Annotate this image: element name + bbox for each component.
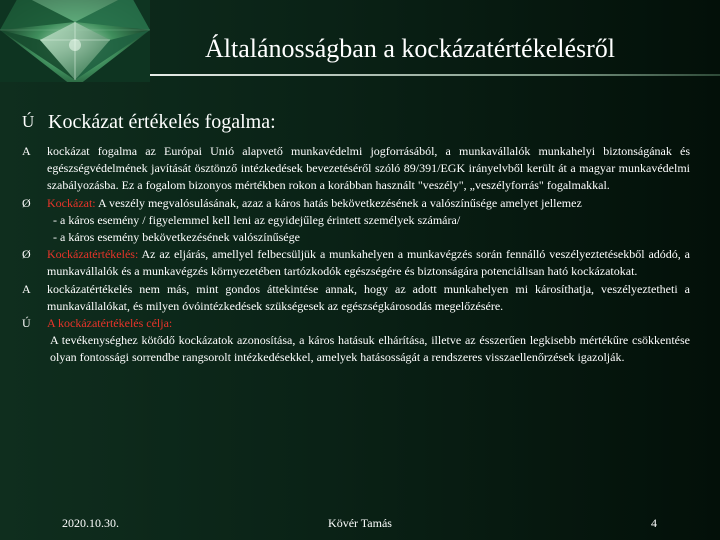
paragraph-risk-term bbox=[22, 195, 690, 212]
arrow-bullet-icon: Ú bbox=[22, 112, 35, 131]
paragraph-marker: A bbox=[22, 281, 31, 296]
paragraph-text: A tevékenységhez kötődő kockázatok azonosítása, a káros hatásuk elhárítása, illetve az ésszerűen legkisebb mértékűre csökkentése olyan fontossági sorrendbe rangsorolt intézkedésekkel, amelyek hatásosságát a rendszeres visszaellenőrzések igazolják. bbox=[50, 333, 690, 365]
list-item-probability bbox=[22, 229, 690, 246]
check-bullet-icon: Ø bbox=[22, 247, 31, 262]
paragraph-marker: A bbox=[22, 144, 31, 158]
paragraph-text: kockázatértékelés nem más, mint gondos áttekintése annak, hogy az adott munkahelyen mi károsíthatja, veszélyeztetheti a munkavállalókat, és milyen óvóintézkedések szükségesek az egészségkárosodás megelőzésére. bbox=[47, 281, 690, 313]
footer-author: Kövér Tamás bbox=[328, 516, 392, 530]
paragraph-goal-heading bbox=[22, 315, 690, 332]
footer-date: 2020.10.30. bbox=[62, 516, 119, 530]
footer-page-number: 4 bbox=[651, 516, 657, 530]
term-highlight-goal: A kockázatértékelés célja: bbox=[47, 316, 173, 331]
check-bullet-icon: Ø bbox=[22, 195, 31, 210]
slide-body bbox=[22, 143, 690, 367]
slide-title: Általánosságban a kockázatértékelésről bbox=[204, 34, 616, 63]
title-divider bbox=[150, 74, 720, 76]
term-highlight-risk-assessment: Kockázatértékelés: bbox=[47, 247, 139, 262]
paragraph-text: kockázat fogalma az Európai Unió alapvető munkavédelmi jogforrásából, a munkavállalók munkahelyi biztonságának és egészségvédelmének javítását ösztönző intézkedések bevezetéséről szóló 89/391/EGK irányelvből került át a magyar munkavédelmi szabályozásba. Ez a fogalom bizonyos mértékben rokon a korábban használt "veszély", „veszélyforrás" fogalmakkal. bbox=[47, 144, 690, 193]
list-item-text: - a káros esemény / figyelemmel kell leni az egyidejűleg érintett személyek számára/ bbox=[53, 212, 461, 227]
section-heading-text: Kockázat értékelés fogalma: bbox=[48, 111, 276, 133]
paragraph-risk-definition-origin bbox=[22, 143, 690, 195]
paragraph-risk-assessment-term bbox=[22, 246, 690, 280]
list-item-text: - a káros esemény bekövetkezésének valószínűsége bbox=[53, 230, 300, 245]
paragraph-risk-assessment-meaning bbox=[22, 281, 690, 315]
green-gem-icon bbox=[0, 0, 150, 82]
arrow-bullet-icon: Ú bbox=[22, 316, 31, 331]
paragraph-text: Az az eljárás, amellyel felbecsüljük a munkahelyen a munkavégzés során fennálló veszélyeztetésekből adódó, a munkavállalók és a munkavégzés környezetében tartózkodók egészségére és biztonságára potenciálisan ható kockázatokat. bbox=[47, 247, 690, 279]
list-item-harmful-event bbox=[22, 212, 690, 229]
term-highlight-risk: Kockázat: bbox=[47, 195, 96, 210]
paragraph-goal-text bbox=[22, 332, 690, 366]
paragraph-text: A veszély megvalósulásának, azaz a káros hatás bekövetkezésének a valószínűsége amelyet jellemez bbox=[95, 195, 582, 210]
slide-footer bbox=[0, 515, 720, 533]
